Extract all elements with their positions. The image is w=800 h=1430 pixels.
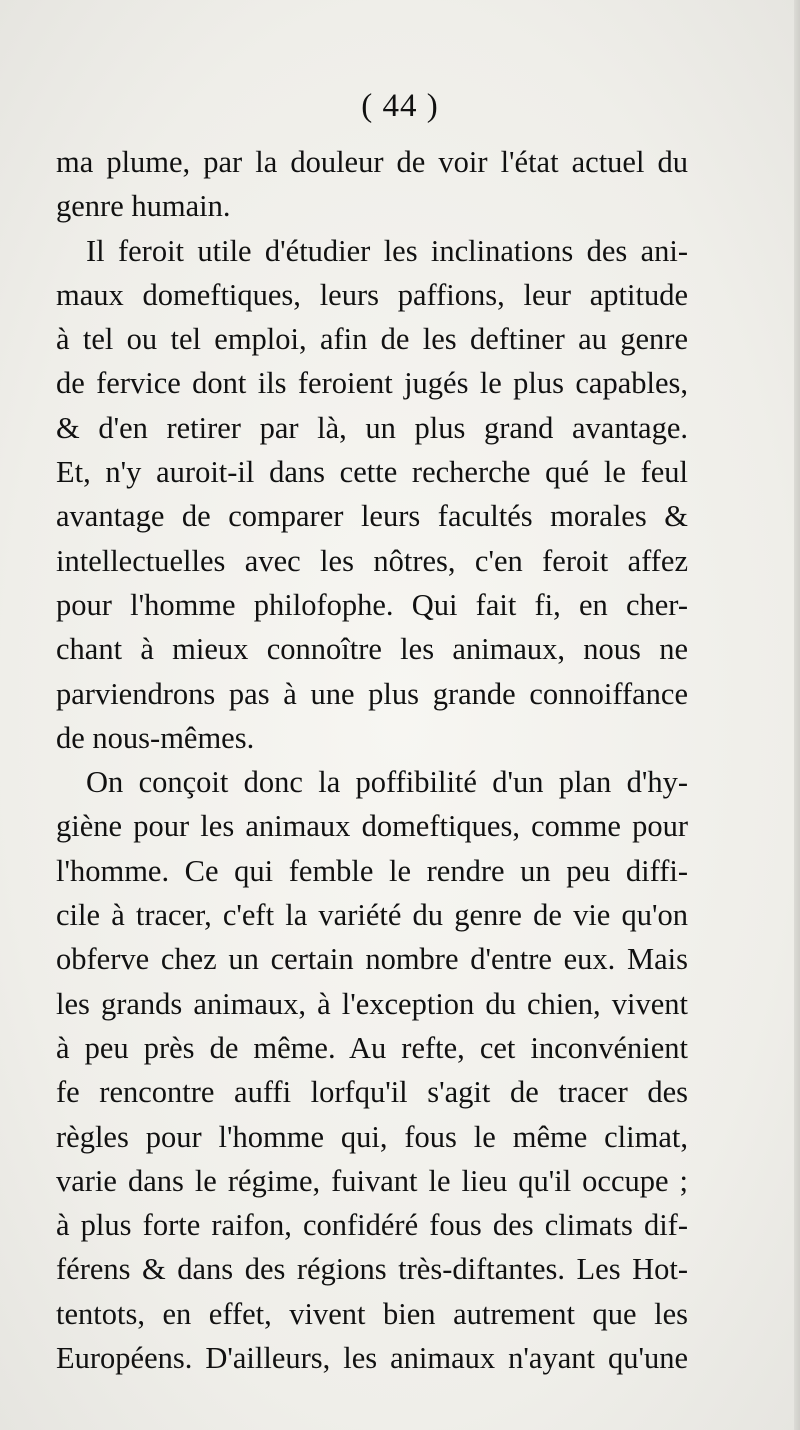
page-number: ( 44 ) <box>361 88 439 124</box>
text-line: obferve chez un certain nombre d'entre eux. Mais <box>56 942 688 977</box>
text-line: cile à tracer, c'eft la variété du genre de vie qu'on <box>56 898 688 933</box>
text-line: Il feroit utile d'étudier les inclinations des ani- <box>86 233 688 268</box>
text-line: varie dans le régime, fuivant le lieu qu'il occupe ; <box>56 1163 688 1198</box>
text-line: à tel ou tel emploi, afin de les deftiner au genre <box>56 322 688 357</box>
text-line: On conçoit donc la poffibilité d'un plan d'hy- <box>86 765 688 800</box>
text-line: Européens. D'ailleurs, les animaux n'ayant qu'une <box>56 1341 688 1376</box>
text-line: à plus forte raifon, confidéré fous des climats dif- <box>56 1208 688 1243</box>
text-line: les grands animaux, à l'exception du chien, vivent <box>56 986 688 1021</box>
text-line: avantage de comparer leurs facultés morales & <box>56 499 688 534</box>
text-line: ma plume, par la douleur de voir l'état actuel du <box>56 145 688 179</box>
text-line: de fervice dont ils feroient jugés le plus capables, <box>56 366 688 401</box>
text-line: à peu près de même. Au refte, cet inconvénient <box>56 1030 688 1065</box>
text-line: l'homme. Ce qui femble le rendre un peu diffi- <box>56 853 688 888</box>
text-line: & d'en retirer par là, un plus grand avantage. <box>56 410 688 445</box>
text-line: giène pour les animaux domeftiques, comme pour <box>56 809 688 844</box>
text-line: genre humain. <box>56 189 231 224</box>
text-line: fe rencontre auffi lorfqu'il s'agit de tracer des <box>56 1075 688 1110</box>
text-line: intellectuelles avec les nôtres, c'en feroit affez <box>56 543 688 578</box>
text-line: pour l'homme philofophe. Qui fait fi, en cher- <box>56 587 688 622</box>
text-line: chant à mieux connoître les animaux, nous ne <box>56 632 688 667</box>
text-line: Et, n'y auroit-il dans cette recherche qué le feul <box>56 455 688 490</box>
text-line: règles pour l'homme qui, fous le même climat, <box>56 1119 688 1154</box>
body-text <box>56 140 688 1380</box>
text-line: parviendrons pas à une plus grande connoiffance <box>56 676 688 711</box>
page-edge <box>794 0 800 1430</box>
text-line: maux domeftiques, leurs paffions, leur aptitude <box>56 277 688 312</box>
text-line: tentots, en effet, vivent bien autrement que les <box>56 1296 688 1331</box>
text-line: de nous-mêmes. <box>56 720 255 755</box>
text-line: férens & dans des régions très-diftantes. Les Hot- <box>56 1252 688 1287</box>
